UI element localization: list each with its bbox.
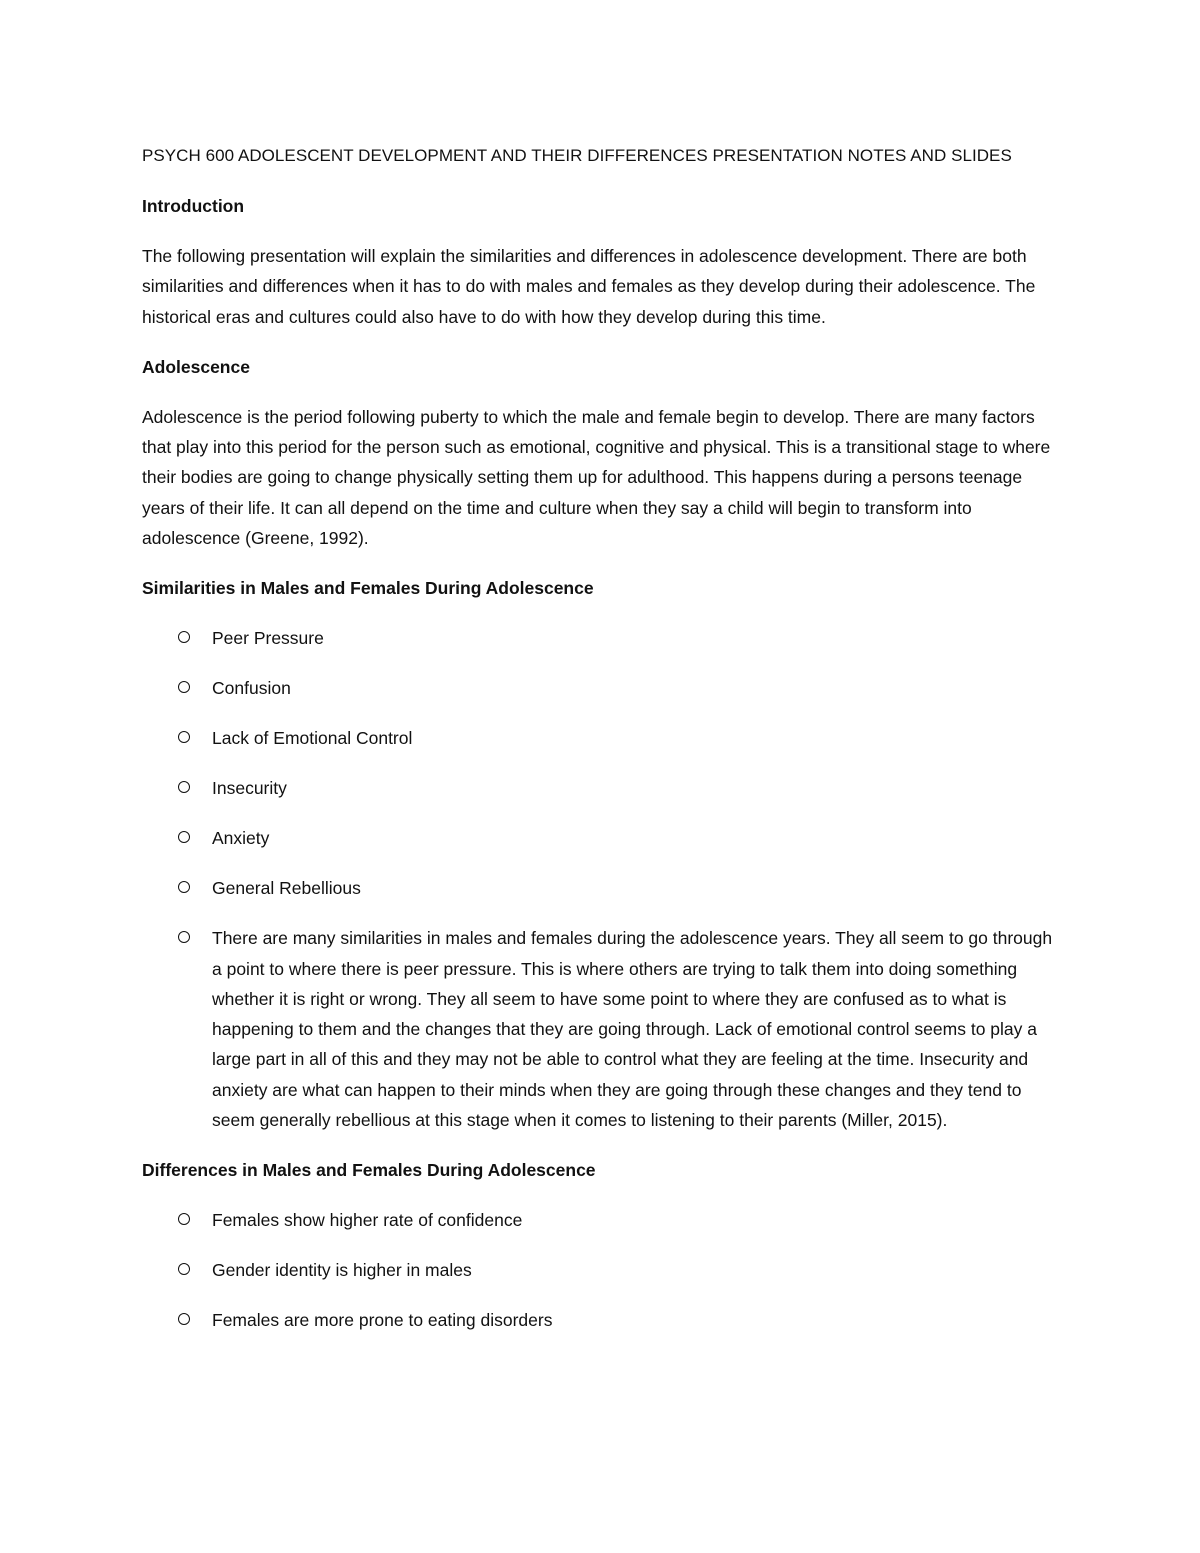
differences-heading: Differences in Males and Females During Adolescence	[142, 1160, 596, 1181]
list-item	[142, 1205, 1062, 1235]
list-item	[142, 623, 1062, 653]
list-item	[142, 1305, 1062, 1335]
circle-bullet-icon	[178, 931, 190, 943]
similarities-list	[142, 623, 1062, 1135]
document-title: PSYCH 600 ADOLESCENT DEVELOPMENT AND THEIR DIFFERENCES PRESENTATION NOTES AND SLIDES	[142, 146, 1012, 165]
list-item-text: Confusion	[212, 678, 291, 699]
list-item	[142, 873, 1062, 903]
circle-bullet-icon	[178, 631, 190, 643]
introduction-paragraph: The following presentation will explain the similarities and differences in adolescence development. There are both similarities and differences when it has to do with males and females as they develop during their adolescence. The historical eras and cultures could also have to do with how they develop during this time.	[142, 246, 1036, 327]
list-item-text: Females show higher rate of confidence	[212, 1210, 523, 1231]
list-item-text: Anxiety	[212, 828, 270, 849]
list-item	[142, 923, 1062, 1135]
circle-bullet-icon	[178, 1313, 190, 1325]
list-item	[142, 723, 1062, 753]
adolescence-heading: Adolescence	[142, 356, 250, 377]
list-item-text: There are many similarities in males and females during the adolescence years. They all seem to go through a point to where there is peer pressure. This is where others are trying to talk them into doing something whether it is right or wrong. They all seem to have some point to where they are confused as to what is happening to them and the changes that they are going through. Lack of emotional control seems to play a large part in all of this and they may not be able to control what they are feeling at the time. Insecurity and anxiety are what can happen to their minds when they are going through these changes and they tend to seem generally rebellious at this stage when it comes to listening to their parents (Miller, 2015).	[212, 928, 1053, 1131]
list-item	[142, 673, 1062, 703]
circle-bullet-icon	[178, 1213, 190, 1225]
list-item-text: Gender identity is higher in males	[212, 1260, 472, 1281]
introduction-heading: Introduction	[142, 196, 245, 216]
circle-bullet-icon	[178, 731, 190, 743]
list-item-text: Peer Pressure	[212, 628, 324, 649]
list-item	[142, 1255, 1062, 1285]
list-item-text: Insecurity	[212, 778, 287, 799]
list-item	[142, 773, 1062, 803]
list-item	[142, 823, 1062, 853]
list-item-text: General Rebellious	[212, 878, 361, 899]
circle-bullet-icon	[178, 1263, 190, 1275]
differences-list	[142, 1205, 1062, 1335]
list-item-text: Females are more prone to eating disorders	[212, 1310, 553, 1331]
circle-bullet-icon	[178, 781, 190, 793]
circle-bullet-icon	[178, 681, 190, 693]
circle-bullet-icon	[178, 881, 190, 893]
list-item-text: Lack of Emotional Control	[212, 728, 413, 749]
adolescence-paragraph: Adolescence is the period following puberty to which the male and female begin to develop. There are many factors that play into this period for the person such as emotional, cognitive and physical. This is a transitional stage to where their bodies are going to change physically setting them up for adulthood. This happens during a persons teenage years of their life. It can all depend on the time and culture when they say a child will begin to transform into adolescence (Greene, 1992).	[142, 406, 1051, 549]
similarities-heading: Similarities in Males and Females During Adolescence	[142, 578, 594, 599]
document-body	[142, 141, 1062, 1356]
circle-bullet-icon	[178, 831, 190, 843]
